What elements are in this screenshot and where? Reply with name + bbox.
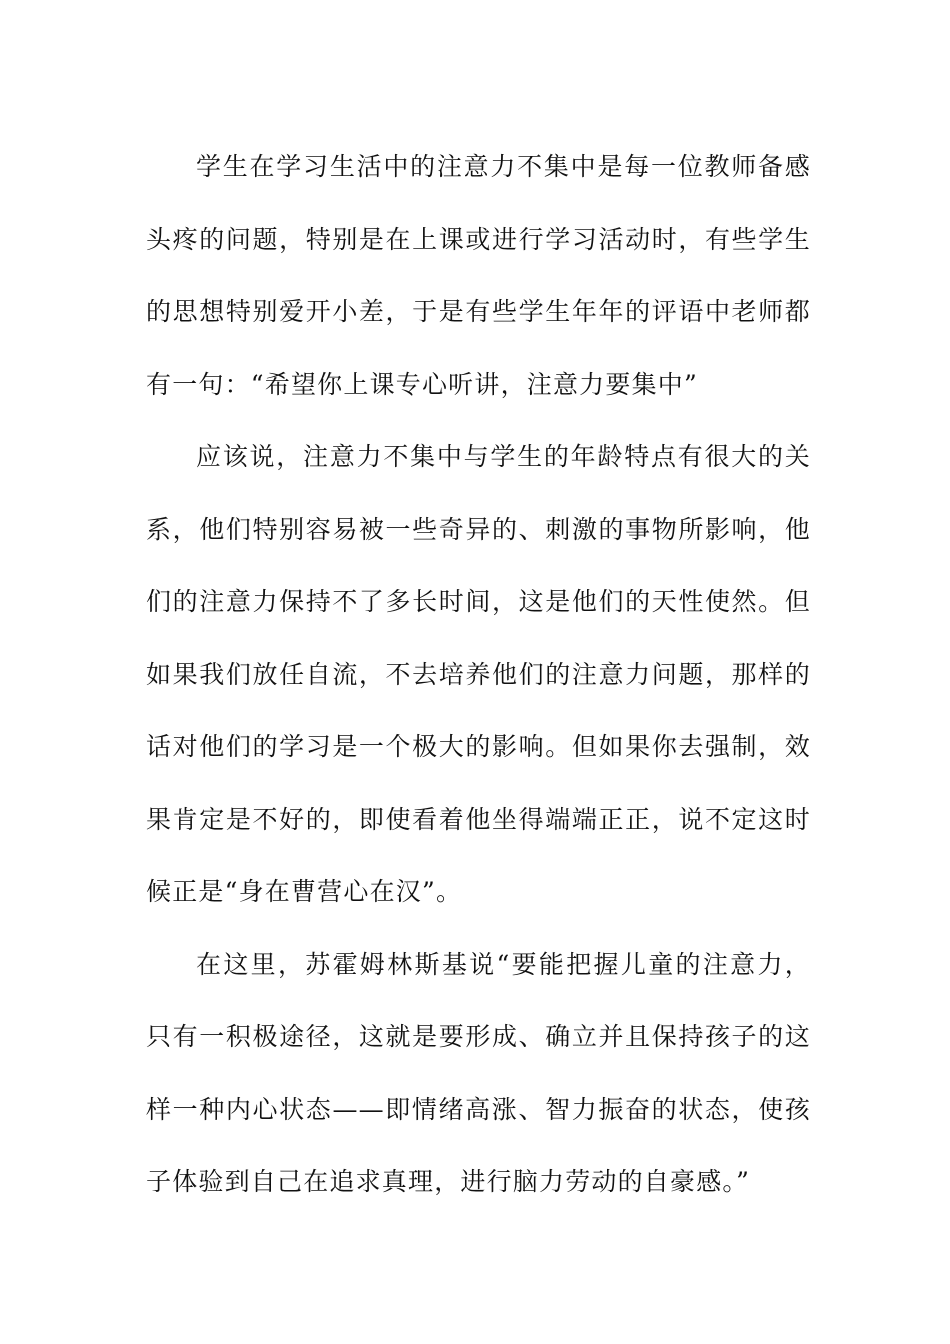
document-body [146, 131, 811, 1219]
paragraph-attention-problem: 学生在学习生活中的注意力不集中是每一位教师备感头疼的问题，特别是在上课或进行学习活动时，有些学生的思想特别爱开小差，于是有些学生年年的评语中老师都有一句：“希望你上课专心听讲，注意力要集中” [146, 152, 811, 399]
paragraph-age-characteristics: 应该说，注意力不集中与学生的年龄特点有很大的关系，他们特别容易被一些奇异的、刺激的事物所影响，他们的注意力保持不了多长时间，这是他们的天性使然。但如果我们放任自流，不去培养他们的注意力问题，那样的话对他们的学习是一个极大的影响。但如果你去强制，效果肯定是不好的，即使看着他坐得端端正正，说不定这时候正是“身在曹营心在汉”。 [146, 442, 811, 906]
paragraph-sukhomlinsky-quote: 在这里，苏霍姆林斯基说“要能把握儿童的注意力，只有一积极途径，这就是要形成、确立并且保持孩子的这样一种内心状态——即情绪高涨、智力振奋的状态，使孩子体验到自己在追求真理，进行脑力劳动的自豪感。” [146, 949, 811, 1196]
